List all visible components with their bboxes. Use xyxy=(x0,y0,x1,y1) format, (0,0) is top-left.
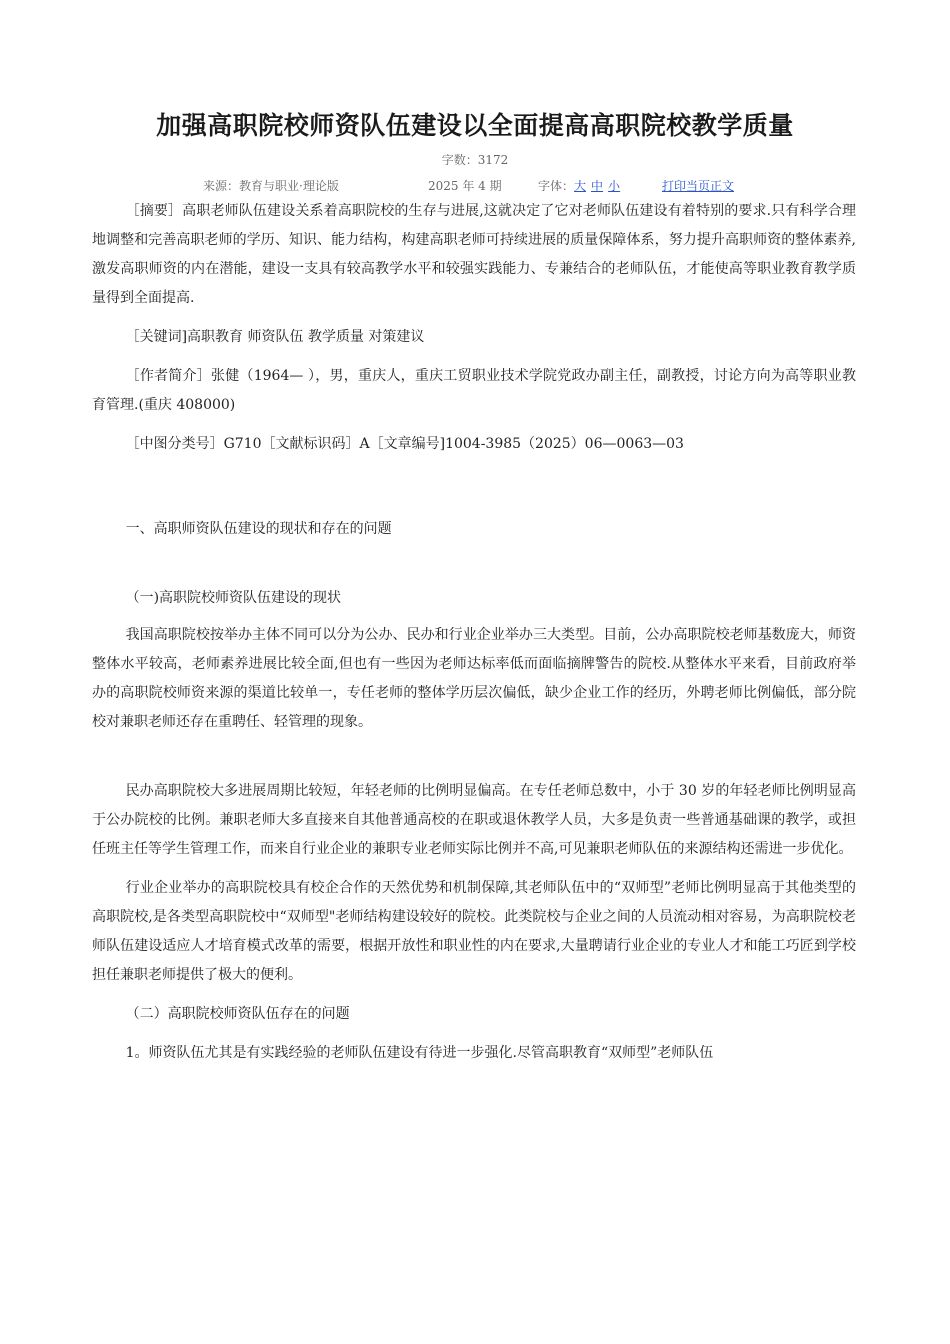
font-size-label: 字体： xyxy=(538,179,575,193)
word-count: 字数：3172 xyxy=(441,153,509,167)
print-page-link[interactable]: 打印当页正文 xyxy=(662,179,735,193)
font-size-small-link[interactable]: 小 xyxy=(608,179,621,193)
font-size-large-link[interactable]: 大 xyxy=(574,179,587,193)
subsection-heading: （二）高职院校师资队伍存在的问题 xyxy=(125,1006,350,1022)
section-heading: 一、高职师资队伍建设的现状和存在的问题 xyxy=(125,521,392,537)
body-paragraph: 行业企业举办的高职院校具有校企合作的天然优势和机制保障,其老师队伍中的“双师型”老师比例明显高于其他类型的高职院校,是各类型高职院校中“双师型"老师结构建设较好的院校。此类院校与企业之间的人员流动相对容易，为高职院校老师队伍建设适应人才培育模式改革的需要，根据开放性和职业性的内在要求,大量聘请行业企业的专业人才和能工巧匠到学校担任兼职老师提供了极大的便利。 xyxy=(92,880,856,983)
classification-paragraph: ［中图分类号］G710［文献标识码］A［文章编号]1004-3985（2025）06—0063—03 xyxy=(125,436,684,452)
body-paragraph: 民办高职院校大多进展周期比较短，年轻老师的比例明显偏高。在专任老师总数中，小于 30 岁的年轻老师比例明显高于公办院校的比例。兼职老师大多直接来自其他普通高校的在职或退休教学人员，大多是负责一些普通基础课的教学，或担任班主任等学生管理工作，而来自行业企业的兼职专业老师实际比例并不高,可见兼职老师队伍的来源结构还需进一步优化。 xyxy=(92,783,856,857)
article-title: 加强高职院校师资队伍建设以全面提高高职院校教学质量 xyxy=(156,111,794,140)
article-source: 来源：教育与职业·理论版 xyxy=(203,179,339,193)
font-size-medium-link[interactable]: 中 xyxy=(591,179,604,193)
article-issue: 2025 年 4 期 xyxy=(428,179,502,193)
author-paragraph: ［作者简介］张健（1964— ），男，重庆人，重庆工贸职业技术学院党政办副主任，副教授，讨论方向为高等职业教育管理.(重庆 408000) xyxy=(92,368,856,413)
article-meta-bar xyxy=(0,177,950,193)
abstract-paragraph: ［摘要］高职老师队伍建设关系着高职院校的生存与进展,这就决定了它对老师队伍建设有着特别的要求.只有科学合理地调整和完善高职老师的学历、知识、能力结构，构建高职老师可持续进展的质量保障体系，努力提升高职师资的整体素养,激发高职师资的内在潜能，建设一支具有较高教学水平和较强实践能力、专兼结合的老师队伍，才能使高等职业教育教学质量得到全面提高. xyxy=(92,203,856,306)
article-body xyxy=(92,197,856,1078)
keywords-paragraph: ［关键词]高职教育 师资队伍 教学质量 对策建议 xyxy=(125,329,425,345)
body-paragraph: 我国高职院校按举办主体不同可以分为公办、民办和行业企业举办三大类型。目前，公办高职院校老师基数庞大，师资整体水平较高，老师素养进展比较全面,但也有一些因为老师达标率低而面临摘牌警告的院校.从整体水平来看，目前政府举办的高职院校师资来源的渠道比较单一，专任老师的整体学历层次偏低，缺少企业工作的经历，外聘老师比例偏低，部分院校对兼职老师还存在重聘任、轻管理的现象。 xyxy=(92,627,856,730)
body-paragraph: 1。师资队伍尤其是有实践经验的老师队伍建设有待进一步强化.尽管高职教育“双师型”老师队伍 xyxy=(125,1045,714,1061)
subsection-heading: （一)高职院校师资队伍建设的现状 xyxy=(125,590,342,606)
font-size-controls xyxy=(538,177,625,194)
